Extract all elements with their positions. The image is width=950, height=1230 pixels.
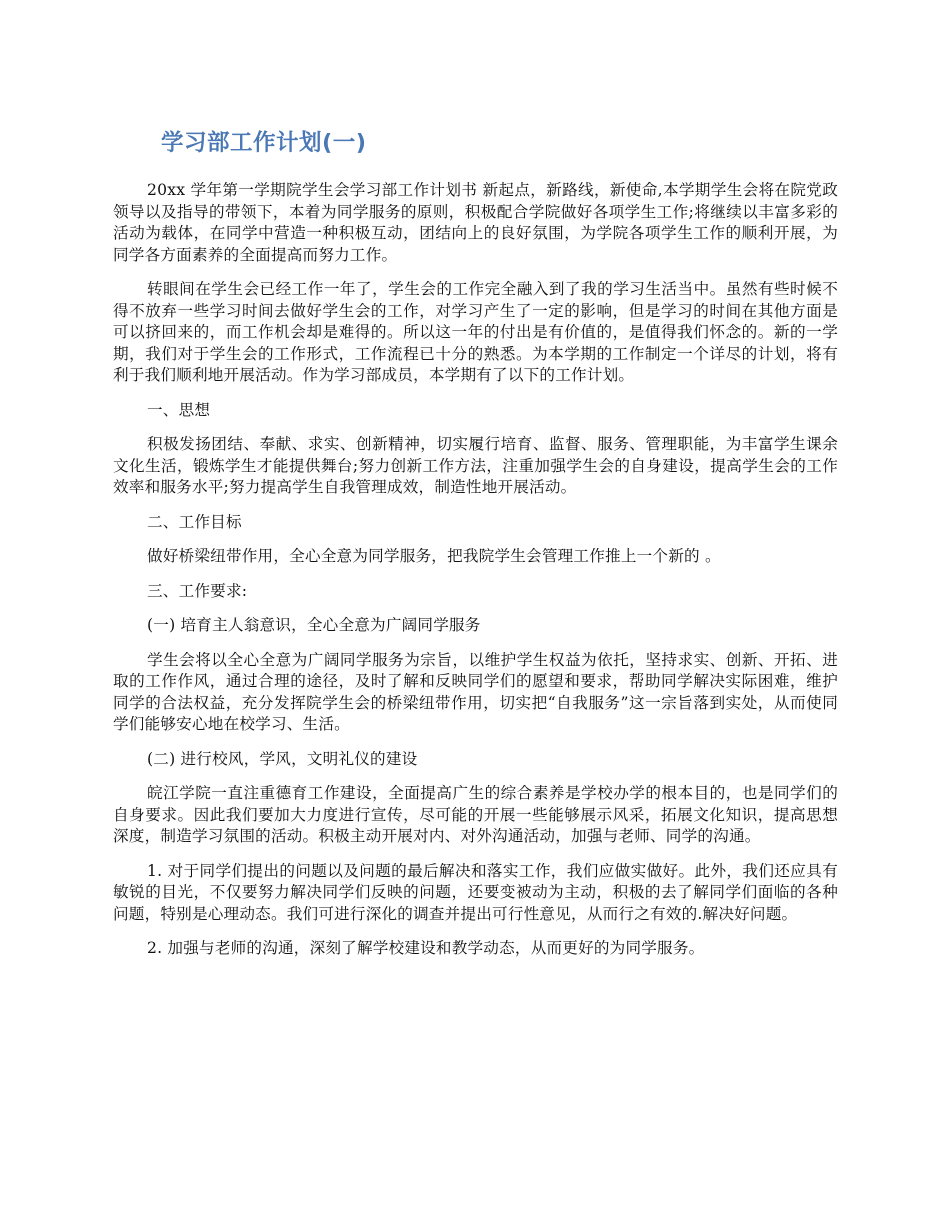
subsection-2-heading: (二) 进行校风，学风，文明礼仪的建设 [147,749,418,768]
section-thought-heading: 一、思想 [147,400,211,419]
section-goal-heading: 二、工作目标 [147,512,242,531]
subsection-2-paragraph: 皖江学院一直注重德育工作建设，全面提高广生的综合素养是学校办学的根本目的，也是同学们的自身要求。因此我们要加大力度进行宣传，尽可能的开展一些能够展示风采，拓展文化知识，提高思想深度，制造学习氛围的活动。积极主动开展对内、对外沟通活动，加强与老师、同学的沟通。 [113,784,838,845]
subsection-1-paragraph: 学生会将以全心全意为广阔同学服务为宗旨，以维护学生权益为依托，坚持求实、创新、开拓、进取的工作作风，通过合理的途径，及时了解和反映同学们的愿望和要求，帮助同学解决实际困难，维护同学的合法权益，充分发挥院学生会的桥梁纽带作用，切实把“自我服务”这一宗旨落到实处，从而使同学们能够安心地在校学习、生活。 [113,650,838,733]
thought-paragraph: 积极发扬团结、奉献、求实、创新精神，切实履行培育、监督、服务、管理职能，为丰富学生课余文化生活，锻炼学生才能提供舞台;努力创新工作方法，注重加强学生会的自身建设，提高学生会的工作效率和服务水平;努力提高学生自我管理成效，制造性地开展活动。 [113,435,838,496]
goal-paragraph: 做好桥梁纽带作用，全心全意为同学服务，把我院学生会管理工作推上一个新的 。 [147,547,721,565]
item-2-paragraph: 2. 加强与老师的沟通，深刻了解学校建设和教学动态，从而更好的为同学服务。 [147,939,705,957]
subsection-1-heading: (一) 培育主人翁意识，全心全意为广阔同学服务 [147,616,481,634]
document-title: 学习部工作计划(一) [161,130,367,156]
section-requirements-heading: 三、工作要求: [147,581,248,600]
background-paragraph: 转眼间在学生会已经工作一年了，学生会的工作完全融入到了我的学习生活当中。虽然有些时候不得不放弃一些学习时间去做好学生会的工作，对学习产生了一定的影响，但是学习的时间在其他方面是可以挤回来的，而工作机会却是难得的。所以这一年的付出是有价值的，是值得我们怀念的。新的一学期，我们对于学生会的工作形式，工作流程已十分的熟悉。为本学期的工作制定一个详尽的计划，将有利于我们顺利地开展活动。作为学习部成员，本学期有了以下的工作计划。 [113,280,838,384]
item-1-paragraph: 1. 对于同学们提出的问题以及问题的最后解决和落实工作，我们应做实做好。此外，我们还应具有敏锐的目光，不仅要努力解决同学们反映的问题，还要变被动为主动，积极的去了解同学们面临的各种问题，特别是心理动态。我们可进行深化的调查并提出可行性意见，从而行之有效的.解决好问题。 [113,861,838,923]
intro-paragraph: 20xx 学年第一学期院学生会学习部工作计划书 新起点，新路线，新使命,本学期学生会将在院党政领导以及指导的带领下，本着为同学服务的原则，积极配合学院做好各项学生工作;将继续以丰富多彩的活动为载体，在同学中营造一种积极互动，团结向上的良好氛围，为学院各项学生工作的顺利开展，为同学各方面素养的全面提高而努力工作。 [113,181,838,264]
document-page [113,128,838,973]
